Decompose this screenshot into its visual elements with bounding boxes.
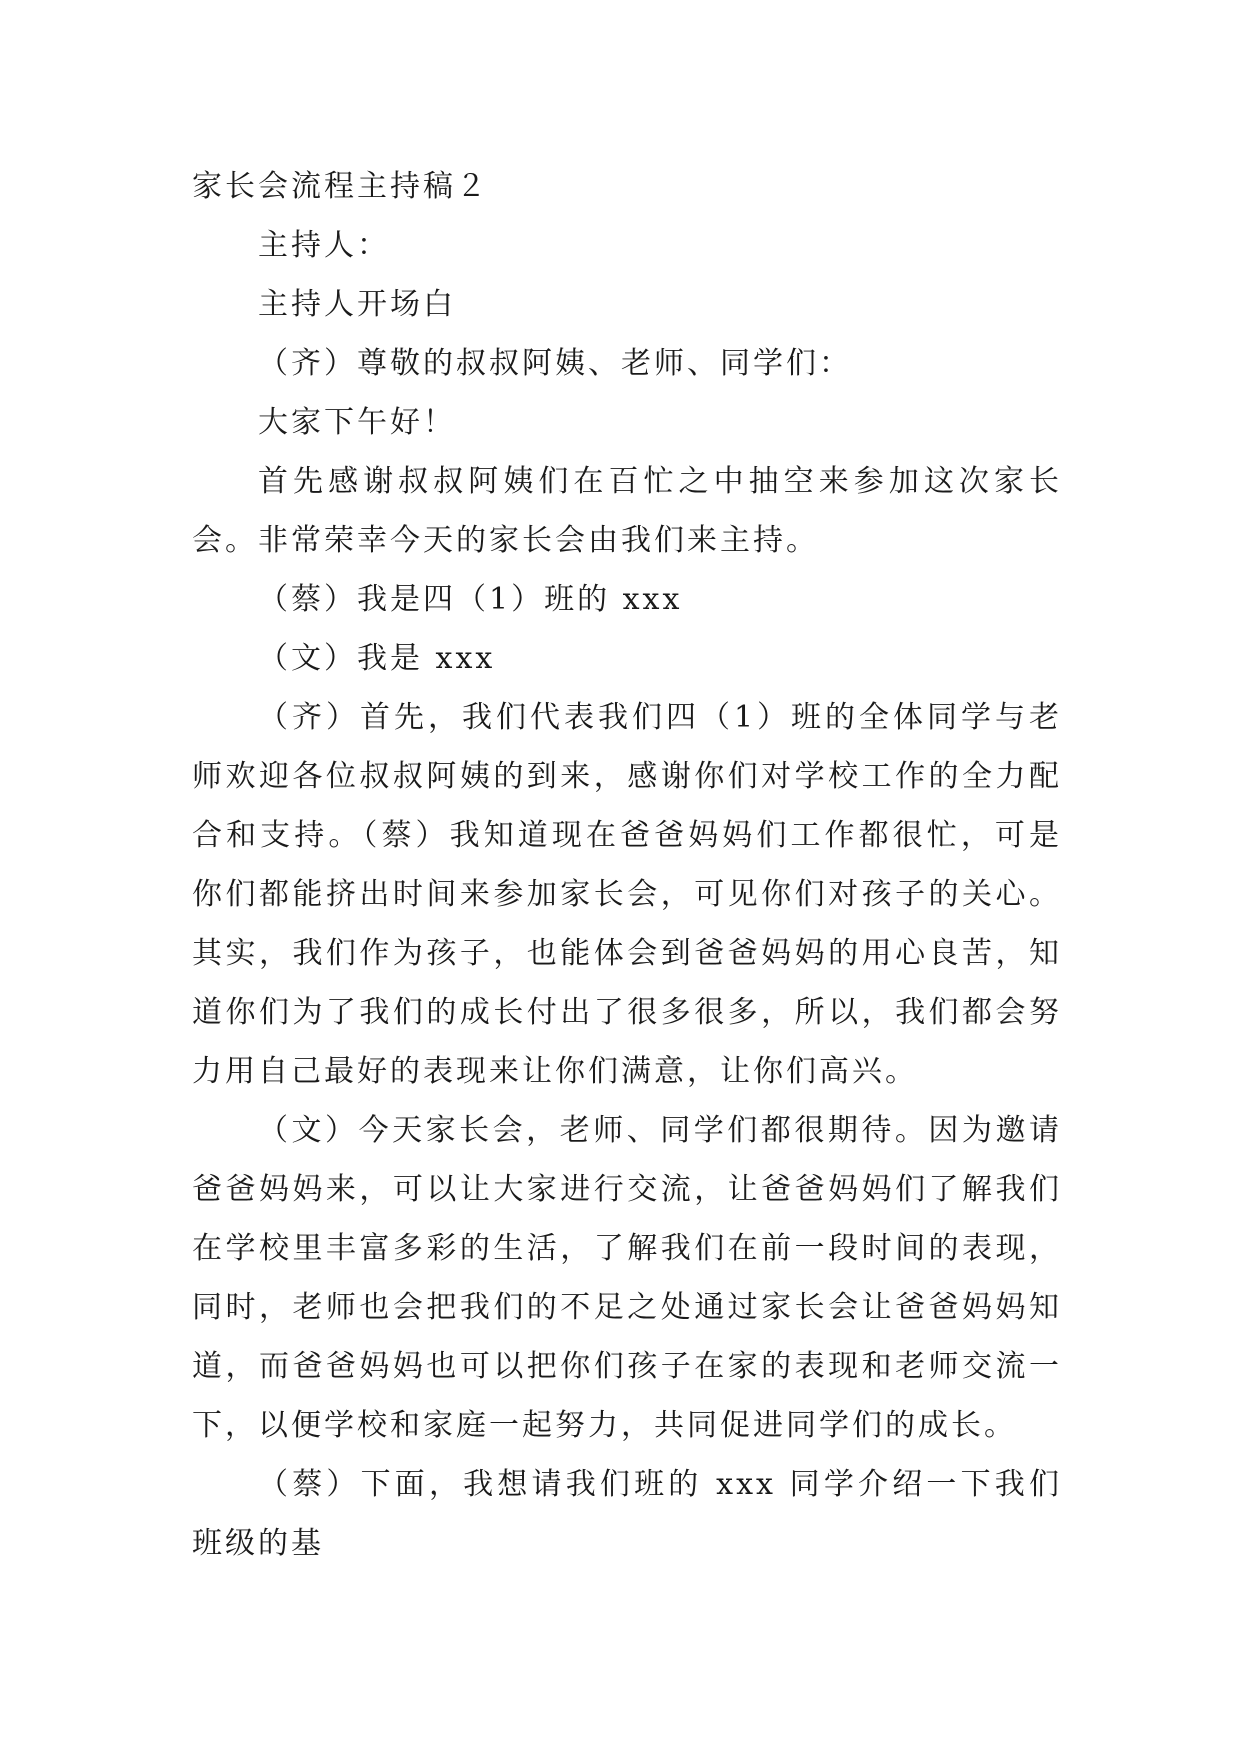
paragraph-greeting: 大家下午好！ (258, 405, 456, 440)
paragraph-next-speaker: （蔡）下面，我想请我们班的 xxx 同学介绍一下我们班级的基 (192, 1467, 1062, 1561)
paragraph-purpose: （文）今天家长会，老师、同学们都很期待。因为邀请爸爸妈妈来，可以让大家进行交流，让爸爸妈妈们了解我们在学校里丰富多彩的生活，了解我们在前一段时间的表现，同时，老师也会把我们的不足之处通过家长会让爸爸妈妈知道，而爸爸妈妈也可以把你们孩子在家的表现和老师交流一下，以便学校和家庭一起努力，共同促进同学们的成长。 (192, 1113, 1062, 1443)
paragraph-intro-cai: （蔡）我是四（1）班的 xxx (258, 582, 683, 617)
paragraph-opening-heading: 主持人开场白 (258, 287, 456, 322)
paragraph-thanks: 首先感谢叔叔阿姨们在百忙之中抽空来参加这次家长会。非常荣幸今天的家长会由我们来主持。 (192, 464, 1062, 558)
document-title: 家长会流程主持稿２ (192, 169, 489, 204)
document-body (192, 157, 1062, 1573)
paragraph-host-label: 主持人： (258, 228, 390, 263)
paragraph-welcome: （齐）首先，我们代表我们四（1）班的全体同学与老师欢迎各位叔叔阿姨的到来，感谢你们对学校工作的全力配合和支持。（蔡）我知道现在爸爸妈妈们工作都很忙，可是你们都能挤出时间来参加家长会，可见你们对孩子的关心。其实，我们作为孩子，也能体会到爸爸妈妈的用心良苦，知道你们为了我们的成长付出了很多很多，所以，我们都会努力用自己最好的表现来让你们满意，让你们高兴。 (192, 700, 1062, 1089)
paragraph-greeting-address: （齐）尊敬的叔叔阿姨、老师、同学们： (258, 346, 852, 381)
paragraph-intro-wen: （文）我是 xxx (258, 641, 496, 676)
